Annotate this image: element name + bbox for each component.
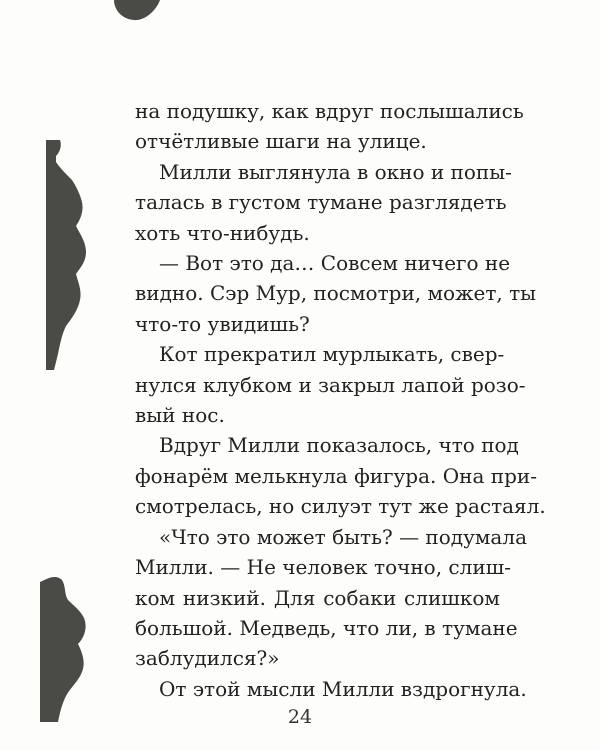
text-line: Милли. — Не человек точно, слиш- bbox=[135, 555, 512, 580]
text-line: отчётливые шаги на улице. bbox=[135, 129, 427, 154]
text-line: Милли выглянула в окно и попы- bbox=[159, 159, 512, 184]
ink-illustration-left-upper bbox=[46, 140, 90, 370]
paragraph-2 bbox=[135, 157, 512, 248]
page-number: 24 bbox=[287, 706, 313, 728]
text-line: нулся клубком и закрыл лапой розо- bbox=[135, 372, 526, 397]
text-line: талась в густом тумане разглядеть bbox=[135, 190, 507, 215]
paragraph-5 bbox=[135, 430, 546, 521]
paragraph-6 bbox=[135, 522, 527, 674]
text-line: заблудился?» bbox=[135, 646, 280, 671]
text-line: фонарём мелькнула фигура. Она при- bbox=[135, 463, 537, 488]
text-line: хоть что-нибудь. bbox=[135, 220, 310, 245]
ink-illustration-left-lower bbox=[40, 572, 90, 722]
text-line: — Вот это да… Совсем ничего не bbox=[159, 251, 511, 276]
text-line: видно. Сэр Мур, посмотри, может, ты bbox=[135, 281, 537, 306]
text-line: От этой мысли Милли вздрогнула. bbox=[159, 676, 527, 701]
paragraph-1 bbox=[135, 96, 524, 157]
text-line: Кот прекратил мурлыкать, свер- bbox=[159, 342, 505, 367]
paragraph-4 bbox=[135, 339, 526, 430]
text-line: вый нос. bbox=[135, 403, 225, 428]
text-line: Вдруг Милли показалось, что под bbox=[159, 433, 519, 458]
text-line: что-то увидишь? bbox=[135, 311, 310, 336]
ink-illustration-top bbox=[108, 0, 168, 24]
paragraph-7 bbox=[135, 674, 527, 704]
paragraph-3 bbox=[135, 248, 537, 339]
text-line: «Что это может быть? — подумала bbox=[159, 524, 527, 549]
text-line: на подушку, как вдруг послышались bbox=[135, 99, 524, 123]
body-text bbox=[135, 96, 546, 704]
text-line: большой. Медведь, что ли, в тумане bbox=[135, 615, 518, 640]
text-line: ком низкий. Для собаки слишком bbox=[135, 585, 500, 610]
text-line: смотрелась, но силуэт тут же растаял. bbox=[135, 494, 546, 519]
